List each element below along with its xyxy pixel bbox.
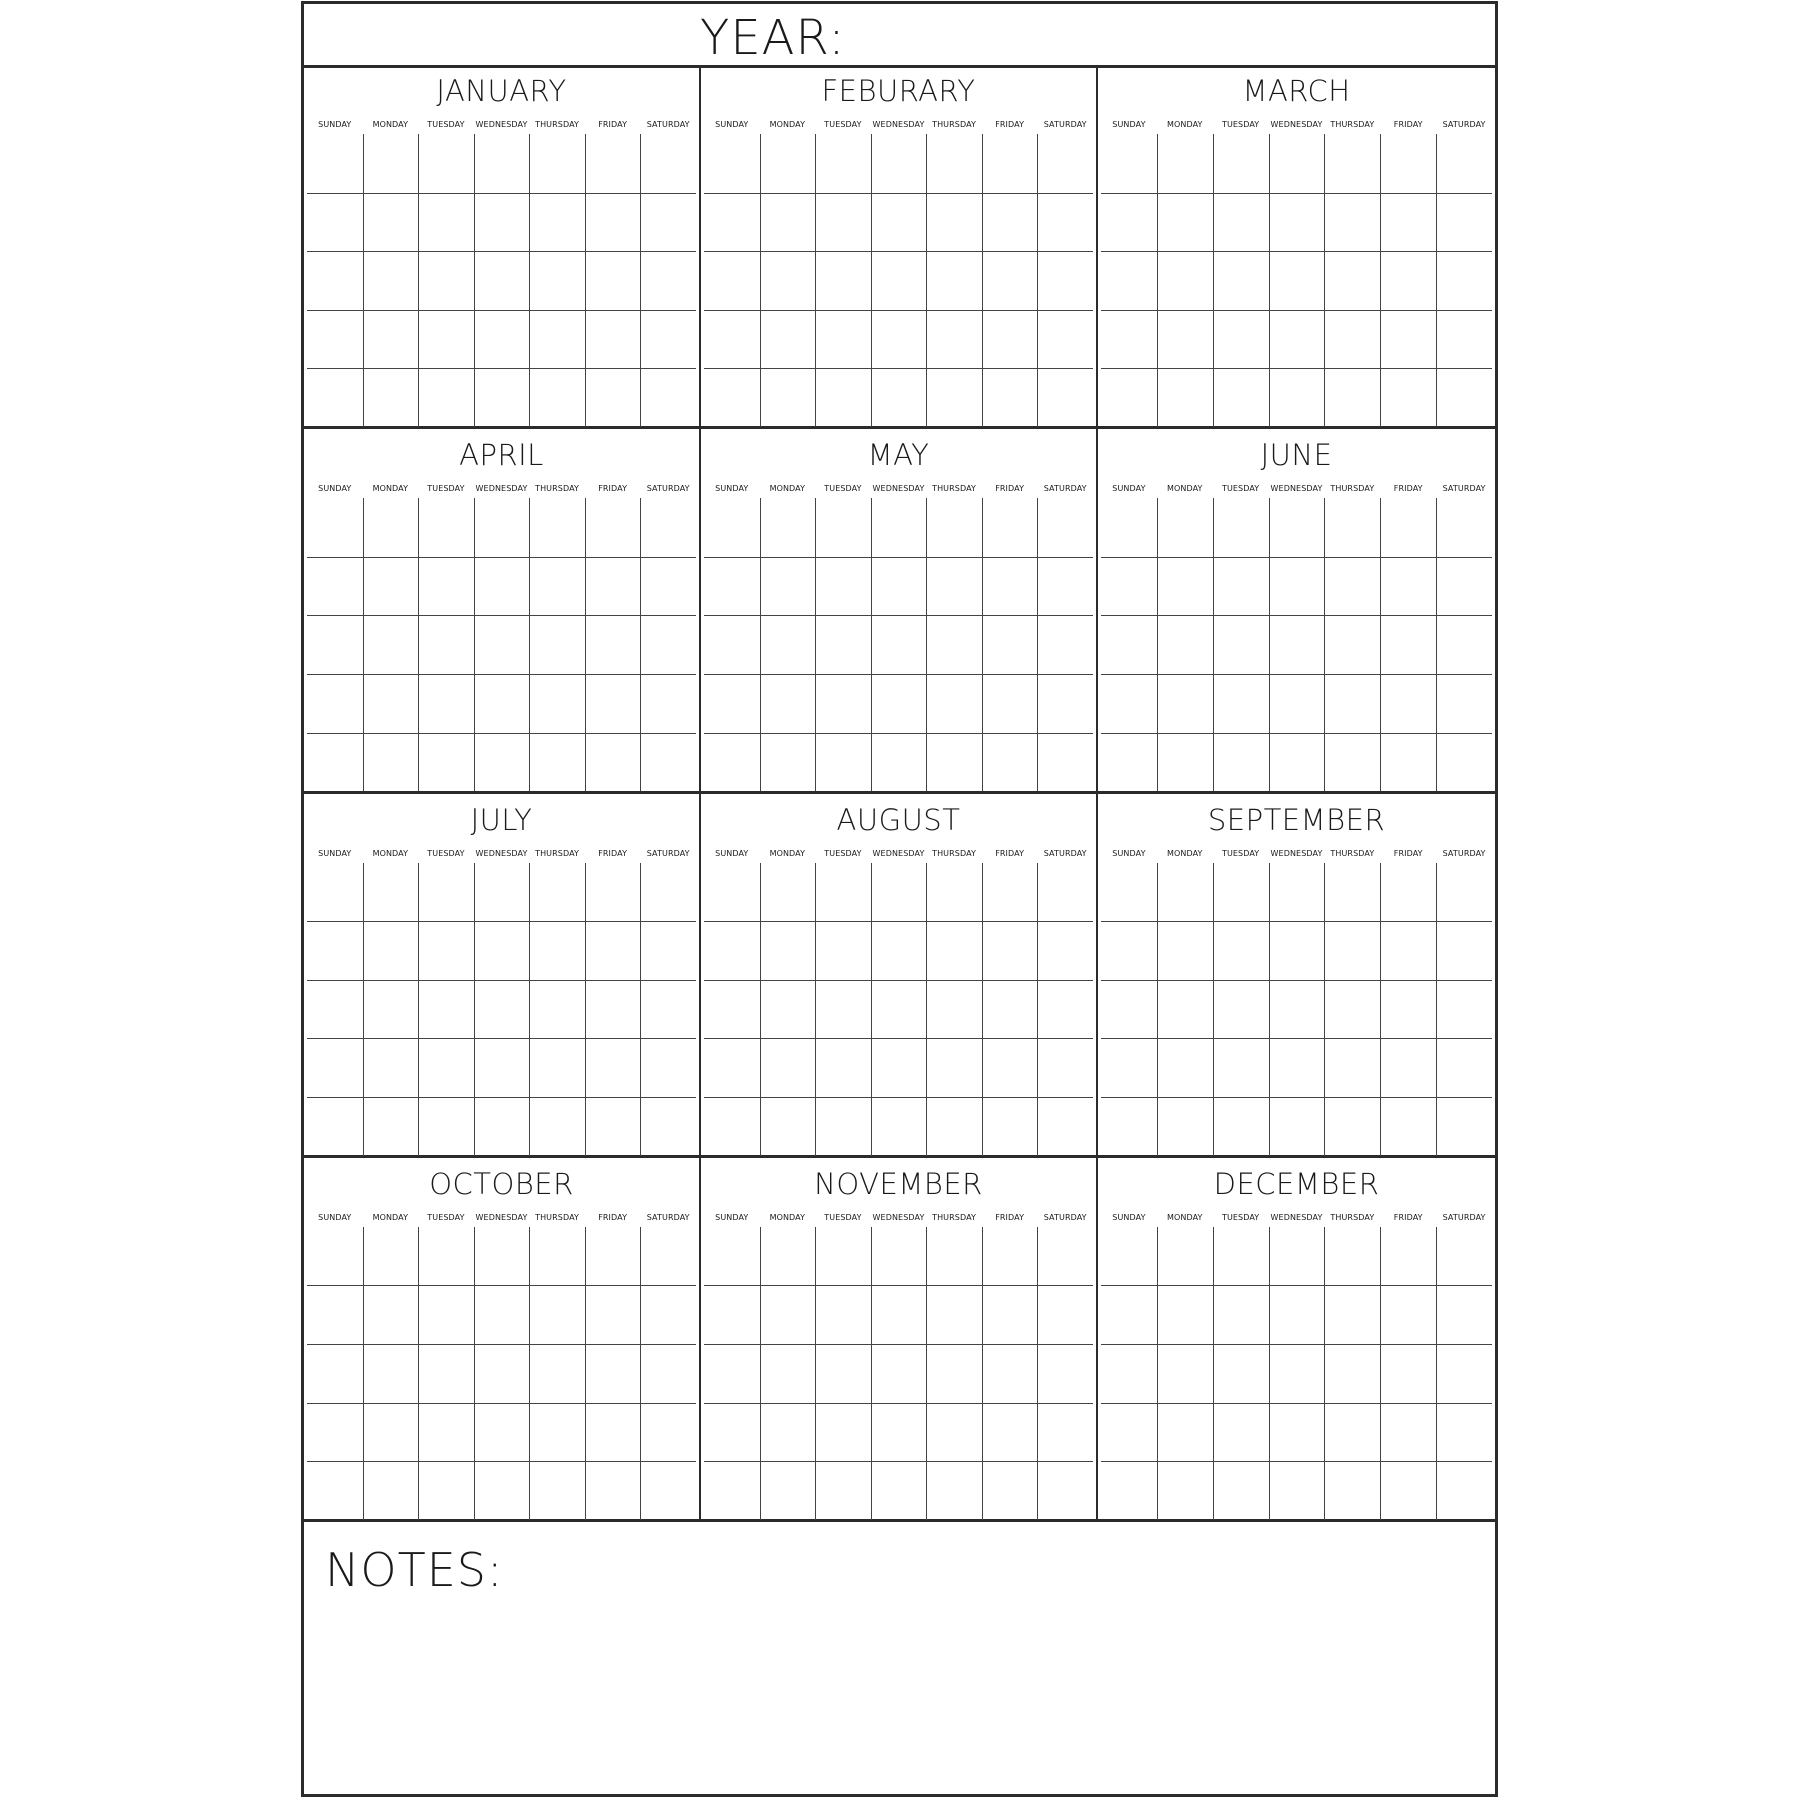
- grid-row-line: [1101, 921, 1492, 922]
- grid-column-line: [760, 134, 761, 427]
- weekday-label: TUESDAY: [1221, 848, 1260, 858]
- grid-column-line: [363, 1227, 364, 1520]
- year-label: YEAR:: [700, 10, 846, 66]
- grid-column-line: [926, 134, 927, 427]
- weekday-label: THURSDAY: [932, 848, 977, 858]
- month-block: [304, 1158, 701, 1522]
- weekday-header-row: [1101, 849, 1492, 859]
- grid-column-line: [760, 1227, 761, 1520]
- weekday-label: WEDNESDAY: [1270, 1212, 1323, 1222]
- grid-column-line: [1436, 498, 1437, 791]
- weekday-label: SATURDAY: [646, 120, 690, 129]
- weekday-label: WEDNESDAY: [1270, 484, 1323, 494]
- weekday-label: THURSDAY: [535, 848, 580, 858]
- weekday-label: SATURDAY: [1442, 848, 1486, 858]
- month-name: MARCH: [1242, 74, 1351, 108]
- grid-column-line: [418, 863, 419, 1156]
- month-name: NOVEMBER: [814, 1166, 983, 1201]
- weekday-label: MONDAY: [1167, 484, 1203, 494]
- weekday-label: THURSDAY: [535, 484, 580, 494]
- day-cell-grid: [1101, 498, 1492, 791]
- grid-column-line: [982, 863, 983, 1156]
- weekday-label: WEDNESDAY: [872, 848, 925, 858]
- grid-column-line: [815, 498, 816, 791]
- grid-column-line: [1380, 134, 1381, 427]
- weekday-label: THURSDAY: [932, 484, 977, 494]
- grid-row-line: [704, 251, 1093, 252]
- weekday-label: SUNDAY: [715, 848, 749, 858]
- grid-row-line: [307, 921, 696, 922]
- grid-row-line: [704, 980, 1093, 981]
- weekday-label: MONDAY: [1167, 1212, 1203, 1222]
- grid-column-line: [529, 863, 530, 1156]
- grid-column-line: [529, 498, 530, 791]
- grid-column-line: [1157, 1227, 1158, 1520]
- day-cell-grid: [1101, 1227, 1492, 1520]
- weekday-label: THURSDAY: [1330, 120, 1375, 129]
- grid-column-line: [871, 1227, 872, 1520]
- grid-column-line: [1324, 498, 1325, 791]
- grid-column-line: [1269, 863, 1270, 1156]
- grid-row-line: [1101, 193, 1492, 194]
- grid-row-line: [1101, 674, 1492, 675]
- grid-row-line: [1101, 1038, 1492, 1039]
- grid-row-line: [704, 921, 1093, 922]
- grid-row-line: [704, 733, 1093, 734]
- weekday-label: THURSDAY: [932, 120, 977, 129]
- weekday-label: FRIDAY: [1393, 120, 1423, 129]
- grid-column-line: [418, 134, 419, 427]
- month-name: OCTOBER: [429, 1166, 574, 1201]
- weekday-label: MONDAY: [769, 1212, 806, 1222]
- grid-row-line: [307, 733, 696, 734]
- grid-column-line: [1213, 134, 1214, 427]
- weekday-label: SUNDAY: [318, 484, 352, 494]
- weekday-label: WEDNESDAY: [872, 1212, 925, 1222]
- grid-row-line: [1101, 1344, 1492, 1345]
- grid-row-line: [307, 674, 696, 675]
- day-cell-grid: [704, 863, 1093, 1156]
- grid-row-line: [1101, 1097, 1492, 1098]
- year-header: [304, 4, 1495, 68]
- notes-section: [304, 1522, 1495, 1794]
- grid-column-line: [363, 863, 364, 1156]
- grid-row-line: [307, 1461, 696, 1462]
- weekday-label: WEDNESDAY: [872, 484, 925, 494]
- grid-column-line: [815, 1227, 816, 1520]
- months-grid: [304, 65, 1495, 1522]
- grid-column-line: [1380, 1227, 1381, 1520]
- day-cell-grid: [307, 134, 696, 427]
- grid-column-line: [529, 1227, 530, 1520]
- month-name: APRIL: [459, 438, 544, 473]
- grid-column-line: [1269, 1227, 1270, 1520]
- month-block: [304, 794, 701, 1158]
- weekday-label: TUESDAY: [1221, 1212, 1260, 1222]
- weekday-label: THURSDAY: [535, 120, 580, 129]
- weekday-label: MONDAY: [372, 120, 409, 129]
- weekday-label: FRIDAY: [1393, 484, 1423, 494]
- weekday-label: THURSDAY: [1330, 848, 1375, 858]
- weekday-label: MONDAY: [372, 1212, 409, 1222]
- grid-column-line: [815, 134, 816, 427]
- weekday-label: WEDNESDAY: [1270, 848, 1323, 858]
- month-block: [304, 65, 701, 429]
- weekday-label: TUESDAY: [824, 484, 862, 494]
- weekday-label: SATURDAY: [646, 484, 690, 494]
- weekday-header-row: [307, 1213, 696, 1223]
- weekday-header-row: [1101, 120, 1492, 130]
- grid-column-line: [871, 134, 872, 427]
- grid-row-line: [704, 557, 1093, 558]
- grid-row-line: [704, 1403, 1093, 1404]
- month-name: AUGUST: [836, 802, 961, 837]
- grid-row-line: [1101, 557, 1492, 558]
- weekday-label: SATURDAY: [1043, 120, 1087, 129]
- month-block: [701, 65, 1098, 429]
- weekday-label: MONDAY: [372, 484, 409, 494]
- weekday-label: THURSDAY: [1330, 1212, 1375, 1222]
- weekday-label: FRIDAY: [995, 848, 1025, 858]
- weekday-header-row: [704, 120, 1093, 130]
- month-name: FEBURARY: [821, 74, 976, 108]
- weekday-label: MONDAY: [769, 120, 806, 129]
- grid-column-line: [871, 498, 872, 791]
- weekday-label: MONDAY: [372, 848, 409, 858]
- month-name: JULY: [470, 802, 533, 837]
- grid-column-line: [1436, 134, 1437, 427]
- grid-column-line: [1269, 134, 1270, 427]
- grid-row-line: [704, 615, 1093, 616]
- weekday-label: SUNDAY: [715, 1212, 749, 1222]
- day-cell-grid: [307, 1227, 696, 1520]
- weekday-label: SUNDAY: [1112, 484, 1146, 494]
- grid-row-line: [307, 368, 696, 369]
- grid-column-line: [1037, 498, 1038, 791]
- weekday-label: FRIDAY: [1393, 1212, 1423, 1222]
- weekday-label: SUNDAY: [715, 120, 749, 129]
- grid-row-line: [704, 368, 1093, 369]
- grid-row-line: [307, 615, 696, 616]
- grid-column-line: [1037, 134, 1038, 427]
- grid-column-line: [1380, 498, 1381, 791]
- weekday-label: SATURDAY: [1043, 484, 1087, 494]
- grid-column-line: [640, 134, 641, 427]
- grid-row-line: [704, 674, 1093, 675]
- grid-column-line: [760, 498, 761, 791]
- grid-column-line: [982, 134, 983, 427]
- grid-row-line: [307, 980, 696, 981]
- grid-row-line: [704, 310, 1093, 311]
- weekday-header-row: [307, 484, 696, 494]
- day-cell-grid: [307, 863, 696, 1156]
- month-block: [701, 1158, 1098, 1522]
- weekday-label: SUNDAY: [1112, 1212, 1146, 1222]
- grid-column-line: [585, 1227, 586, 1520]
- grid-column-line: [640, 863, 641, 1156]
- weekday-label: TUESDAY: [427, 848, 465, 858]
- weekday-label: WEDNESDAY: [872, 120, 925, 129]
- grid-row-line: [307, 557, 696, 558]
- grid-column-line: [1157, 498, 1158, 791]
- month-block: [701, 429, 1098, 793]
- grid-row-line: [704, 1344, 1093, 1345]
- day-cell-grid: [307, 498, 696, 791]
- weekday-label: SATURDAY: [1043, 1212, 1087, 1222]
- grid-column-line: [418, 1227, 419, 1520]
- month-name: JANUARY: [436, 74, 567, 108]
- grid-row-line: [307, 1038, 696, 1039]
- grid-column-line: [1213, 1227, 1214, 1520]
- grid-column-line: [926, 863, 927, 1156]
- grid-row-line: [704, 1038, 1093, 1039]
- grid-row-line: [1101, 368, 1492, 369]
- grid-column-line: [1269, 498, 1270, 791]
- grid-row-line: [307, 310, 696, 311]
- weekday-label: SUNDAY: [715, 484, 749, 494]
- grid-column-line: [1436, 863, 1437, 1156]
- weekday-header-row: [1101, 484, 1492, 494]
- month-name: JUNE: [1260, 438, 1333, 473]
- weekday-label: MONDAY: [769, 848, 806, 858]
- weekday-label: SATURDAY: [1442, 1212, 1486, 1222]
- weekday-header-row: [704, 484, 1093, 494]
- grid-row-line: [1101, 310, 1492, 311]
- grid-column-line: [474, 134, 475, 427]
- grid-column-line: [640, 498, 641, 791]
- day-cell-grid: [1101, 863, 1492, 1156]
- weekday-header-row: [704, 849, 1093, 859]
- grid-row-line: [704, 1097, 1093, 1098]
- month-block: [1098, 429, 1495, 793]
- grid-column-line: [926, 498, 927, 791]
- grid-row-line: [307, 1097, 696, 1098]
- month-name: DECEMBER: [1213, 1166, 1380, 1201]
- weekday-label: WEDNESDAY: [475, 1212, 528, 1222]
- grid-column-line: [363, 134, 364, 427]
- grid-column-line: [474, 863, 475, 1156]
- weekday-label: TUESDAY: [1221, 484, 1260, 494]
- grid-row-line: [704, 1285, 1093, 1286]
- grid-column-line: [585, 134, 586, 427]
- grid-column-line: [1157, 863, 1158, 1156]
- grid-row-line: [704, 1461, 1093, 1462]
- grid-row-line: [1101, 733, 1492, 734]
- weekday-label: SATURDAY: [646, 1212, 690, 1222]
- weekday-label: FRIDAY: [1393, 848, 1423, 858]
- month-name: MAY: [867, 438, 930, 473]
- weekday-label: SUNDAY: [318, 848, 352, 858]
- grid-column-line: [585, 498, 586, 791]
- weekday-label: TUESDAY: [427, 120, 465, 129]
- weekday-label: SUNDAY: [318, 1212, 352, 1222]
- weekday-label: SUNDAY: [318, 120, 352, 129]
- grid-column-line: [1324, 1227, 1325, 1520]
- grid-row-line: [1101, 1461, 1492, 1462]
- weekday-label: SATURDAY: [646, 848, 690, 858]
- grid-column-line: [1436, 1227, 1437, 1520]
- grid-column-line: [474, 1227, 475, 1520]
- grid-row-line: [307, 1403, 696, 1404]
- grid-column-line: [1037, 863, 1038, 1156]
- weekday-label: THURSDAY: [535, 1212, 580, 1222]
- month-block: [1098, 65, 1495, 429]
- grid-row-line: [307, 251, 696, 252]
- weekday-label: SUNDAY: [1112, 120, 1146, 129]
- month-block: [304, 429, 701, 793]
- grid-column-line: [1157, 134, 1158, 427]
- grid-row-line: [307, 193, 696, 194]
- weekday-header-row: [704, 1213, 1093, 1223]
- grid-column-line: [982, 1227, 983, 1520]
- notes-label: NOTES:: [325, 1543, 504, 1597]
- weekday-label: MONDAY: [1167, 120, 1203, 129]
- month-block: [1098, 794, 1495, 1158]
- weekday-label: FRIDAY: [598, 484, 628, 494]
- grid-column-line: [871, 863, 872, 1156]
- weekday-label: WEDNESDAY: [475, 120, 528, 129]
- day-cell-grid: [704, 498, 1093, 791]
- weekday-label: FRIDAY: [598, 120, 628, 129]
- weekday-label: WEDNESDAY: [475, 484, 528, 494]
- grid-row-line: [307, 1344, 696, 1345]
- day-cell-grid: [1101, 134, 1492, 427]
- grid-column-line: [982, 498, 983, 791]
- weekday-label: MONDAY: [769, 484, 806, 494]
- month-block: [701, 794, 1098, 1158]
- grid-column-line: [1213, 498, 1214, 791]
- weekday-label: WEDNESDAY: [475, 848, 528, 858]
- grid-row-line: [1101, 251, 1492, 252]
- grid-row-line: [704, 193, 1093, 194]
- weekday-label: SUNDAY: [1112, 848, 1146, 858]
- grid-column-line: [1324, 863, 1325, 1156]
- weekday-label: TUESDAY: [427, 1212, 465, 1222]
- grid-row-line: [1101, 1403, 1492, 1404]
- grid-column-line: [585, 863, 586, 1156]
- grid-column-line: [926, 1227, 927, 1520]
- weekday-label: FRIDAY: [598, 848, 628, 858]
- weekday-label: TUESDAY: [824, 120, 862, 129]
- grid-row-line: [1101, 1285, 1492, 1286]
- grid-column-line: [1380, 863, 1381, 1156]
- weekday-label: TUESDAY: [1221, 120, 1260, 129]
- weekday-label: TUESDAY: [824, 1212, 862, 1222]
- weekday-label: WEDNESDAY: [1270, 120, 1323, 129]
- weekday-label: SATURDAY: [1043, 848, 1087, 858]
- grid-column-line: [640, 1227, 641, 1520]
- grid-column-line: [363, 498, 364, 791]
- weekday-label: FRIDAY: [598, 1212, 628, 1222]
- grid-row-line: [1101, 980, 1492, 981]
- month-block: [1098, 1158, 1495, 1522]
- weekday-label: TUESDAY: [427, 484, 465, 494]
- month-name: SEPTEMBER: [1207, 802, 1386, 837]
- grid-row-line: [1101, 615, 1492, 616]
- weekday-label: THURSDAY: [932, 1212, 977, 1222]
- grid-column-line: [529, 134, 530, 427]
- calendar-board: [301, 1, 1498, 1797]
- grid-column-line: [1213, 863, 1214, 1156]
- weekday-header-row: [307, 120, 696, 130]
- weekday-label: TUESDAY: [824, 848, 862, 858]
- grid-column-line: [1037, 1227, 1038, 1520]
- grid-column-line: [474, 498, 475, 791]
- weekday-label: FRIDAY: [995, 1212, 1025, 1222]
- grid-row-line: [307, 1285, 696, 1286]
- grid-column-line: [760, 863, 761, 1156]
- weekday-label: SATURDAY: [1442, 120, 1486, 129]
- weekday-label: FRIDAY: [995, 484, 1025, 494]
- weekday-header-row: [1101, 1213, 1492, 1223]
- weekday-label: SATURDAY: [1442, 484, 1486, 494]
- weekday-label: THURSDAY: [1330, 484, 1375, 494]
- grid-column-line: [418, 498, 419, 791]
- day-cell-grid: [704, 1227, 1093, 1520]
- weekday-header-row: [307, 849, 696, 859]
- grid-column-line: [815, 863, 816, 1156]
- weekday-label: FRIDAY: [995, 120, 1025, 129]
- weekday-label: MONDAY: [1167, 848, 1203, 858]
- day-cell-grid: [704, 134, 1093, 427]
- grid-column-line: [1324, 134, 1325, 427]
